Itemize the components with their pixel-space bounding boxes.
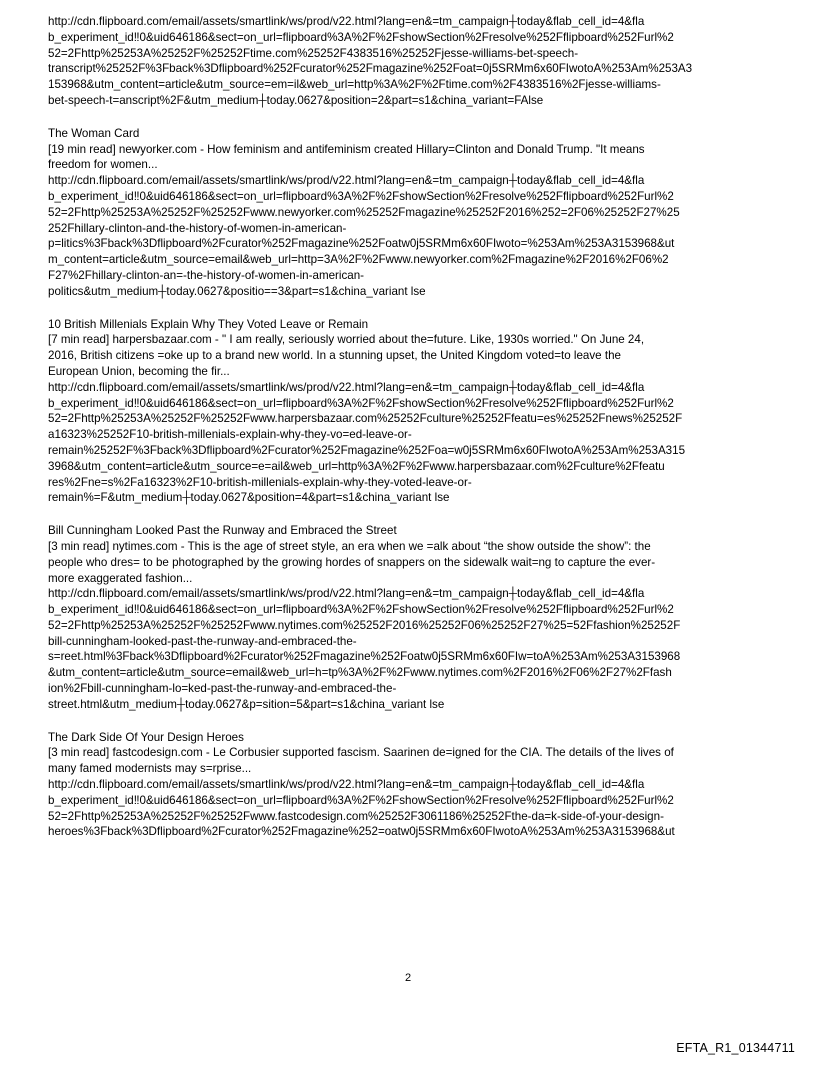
article-summary: more exaggerated fashion... <box>48 571 193 585</box>
url-line[interactable]: 52=2Fhttp%25253A%25252F%25252Ftime.com%25252F4383516%25252Fjesse-williams-bet-speech- <box>48 46 579 60</box>
article-summary: [19 min read] newyorker.com - How feminism and antifeminism created Hillary=Clinton and Donald Trump. "It means <box>48 142 645 156</box>
url-line[interactable]: s=reet.html%3Fback%3Dflipboard%2Fcurator%252Fmagazine%252Foatw0j5SRMm6x60FIw=toA%253Am%253A3153968 <box>48 650 681 664</box>
url-line[interactable]: 52=2Fhttp%25253A%25252F%25252Fwww.newyorker.com%25252Fmagazine%25252F2016%252=2F06%25252F27%25 <box>48 205 680 219</box>
url-line[interactable]: &utm_content=article&utm_source=email&web_url=h=tp%3A%2F%2Fwww.nytimes.com%2F2016%2F06%2F27%2Ffash <box>48 666 672 680</box>
url-line[interactable]: bill-cunningham-looked-past-the-runway-and-embraced-the- <box>48 634 357 648</box>
document-body <box>48 14 778 857</box>
article-summary: people who dres= to be photographed by the growing hordes of snappers on the sidewalk wait=ng to capture the ever- <box>48 555 656 569</box>
url-line[interactable]: heroes%3Fback%3Dflipboard%2Fcurator%252Fmagazine%252=oatw0j5SRMm6x60FIwotoA%253Am%253A3153968&ut <box>48 825 675 839</box>
page-number: 2 <box>404 972 412 984</box>
url-line[interactable]: m_content=article&utm_source=email&web_url=http=3A%2F%2Fwww.newyorker.com%2Fmagazine%2F2016%2F06%2 <box>48 253 669 267</box>
url-line[interactable]: 52=2Fhttp%25253A%25252F%25252Fwww.fastcodesign.com%25252F3061186%25252Fthe-da=k-side-of-your-design- <box>48 809 664 823</box>
url-line[interactable]: 52=2Fhttp%25253A%25252F%25252Fwww.harpersbazaar.com%25252Fculture%25252Ffeatu=es%25252Fnews%25252F <box>48 412 683 426</box>
entry-5 <box>48 730 778 841</box>
article-summary: many famed modernists may s=rprise... <box>48 762 252 776</box>
url-line[interactable]: ion%2Fbill-cunningham-lo=ked-past-the-runway-and-embraced-the- <box>48 682 397 696</box>
url-line[interactable]: http://cdn.flipboard.com/email/assets/smartlink/ws/prod/v22.html?lang=en&=tm_campaign┼today&flab_cell_id=4&fla <box>48 174 645 188</box>
url-line[interactable]: http://cdn.flipboard.com/email/assets/smartlink/ws/prod/v22.html?lang=en&=tm_campaign┼today&flab_cell_id=4&fla <box>48 15 645 28</box>
url-line[interactable]: b_experiment_id‼0&uid646186&sect=on_url=flipboard%3A%2F%2FshowSection%2Fresolve%252Fflipboard%252Furl%2 <box>48 793 674 807</box>
url-line[interactable]: http://cdn.flipboard.com/email/assets/smartlink/ws/prod/v22.html?lang=en&=tm_campaign┼today&flab_cell_id=4&fla <box>48 778 645 792</box>
entry-2 <box>48 126 778 300</box>
article-title: 10 British Millenials Explain Why They Voted Leave or Remain <box>48 317 369 331</box>
url-line[interactable]: 3968&utm_content=article&utm_source=e=ail&web_url=http%3A%2F%2Fwww.harpersbazaar.com%2Fculture%2Ffeatu <box>48 459 665 473</box>
url-line[interactable]: 252Fhillary-clinton-and-the-history-of-women-in-american- <box>48 221 347 235</box>
entry-3 <box>48 317 778 507</box>
url-line[interactable]: remain%25252F%3Fback%3Dflipboard%2Fcurator%252Fmagazine%252Foa=w0j5SRMm6x60FIwotoA%253Am%253A315 <box>48 443 686 457</box>
url-line[interactable]: remain%=F&utm_medium┼today.0627&position=4&part=s1&china_variant lse <box>48 491 450 505</box>
url-line[interactable]: p=litics%3Fback%3Dflipboard%2Fcurator%252Fmagazine%252Foatw0j5SRMm6x60FIwoto=%253Am%253A3153968&ut <box>48 237 675 251</box>
url-line[interactable]: F27%2Fhillary-clinton-an=-the-history-of-women-in-american- <box>48 268 365 282</box>
url-line[interactable]: b_experiment_id‼0&uid646186&sect=on_url=flipboard%3A%2F%2FshowSection%2Fresolve%252Fflipboard%252Furl%2 <box>48 396 674 410</box>
url-line[interactable]: res%2Fne=s%2Fa16323%2F10-british-millenials-explain-why-they-voted-leave-or- <box>48 475 472 489</box>
document-id-footer: EFTA_R1_01344711 <box>676 1041 795 1055</box>
url-line[interactable]: http://cdn.flipboard.com/email/assets/smartlink/ws/prod/v22.html?lang=en&=tm_campaign┼today&flab_cell_id=4&fla <box>48 380 645 394</box>
url-line[interactable]: 52=2Fhttp%25253A%25252F%25252Fwww.nytimes.com%25252F2016%25252F06%25252F27%25=52Ffashion%25252F <box>48 618 681 632</box>
url-line[interactable]: bet-speech-t=anscript%2F&utm_medium┼today.0627&position=2&part=s1&china_variant=FAlse <box>48 93 544 107</box>
article-title: The Dark Side Of Your Design Heroes <box>48 730 244 744</box>
url-line[interactable]: street.html&utm_medium┼today.0627&p=sition=5&part=s1&china_variant lse <box>48 697 445 711</box>
article-summary: European Union, becoming the fir... <box>48 364 230 378</box>
article-summary: [3 min read] fastcodesign.com - Le Corbusier supported fascism. Saarinen de=igned for the CIA. The details of the lives of <box>48 746 674 760</box>
url-line[interactable]: b_experiment_id‼0&uid646186&sect=on_url=flipboard%3A%2F%2FshowSection%2Fresolve%252Fflipboard%252Furl%2 <box>48 30 674 44</box>
url-line[interactable]: http://cdn.flipboard.com/email/assets/smartlink/ws/prod/v22.html?lang=en&=tm_campaign┼today&flab_cell_id=4&fla <box>48 587 645 601</box>
url-line[interactable]: transcript%25252F%3Fback%3Dflipboard%252Fcurator%252Fmagazine%252Foat=0j5SRMm6x60FIwotoA%253Am%253A3 <box>48 62 693 76</box>
url-line[interactable]: a16323%25252F10-british-millenials-explain-why-they-vo=ed-leave-or- <box>48 428 412 442</box>
url-line[interactable]: b_experiment_id‼0&uid646186&sect=on_url=flipboard%3A%2F%2FshowSection%2Fresolve%252Fflipboard%252Furl%2 <box>48 189 674 203</box>
url-line[interactable]: 153968&utm_content=article&utm_source=em=il&web_url=http%3A%2F%2Ftime.com%2F4383516%2Fjesse-williams- <box>48 78 661 92</box>
entry-1 <box>48 14 778 109</box>
entry-4 <box>48 523 778 713</box>
article-summary: 2016, British citizens =oke up to a brand new world. In a stunning upset, the United Kingdom voted=to leave the <box>48 349 621 363</box>
url-line[interactable]: b_experiment_id‼0&uid646186&sect=on_url=flipboard%3A%2F%2FshowSection%2Fresolve%252Fflipboard%252Furl%2 <box>48 603 674 617</box>
article-summary: [3 min read] nytimes.com - This is the age of street style, an era when we =alk about “the show outside the show”: the <box>48 539 651 553</box>
article-title: The Woman Card <box>48 126 140 140</box>
article-title: Bill Cunningham Looked Past the Runway and Embraced the Street <box>48 524 397 538</box>
url-line[interactable]: politics&utm_medium┼today.0627&positio==3&part=s1&china_variant lse <box>48 284 426 298</box>
article-summary: freedom for women... <box>48 158 158 172</box>
article-summary: [7 min read] harpersbazaar.com - " I am really, seriously worried about the=future. Like, 1930s worried." On June 24, <box>48 333 645 347</box>
